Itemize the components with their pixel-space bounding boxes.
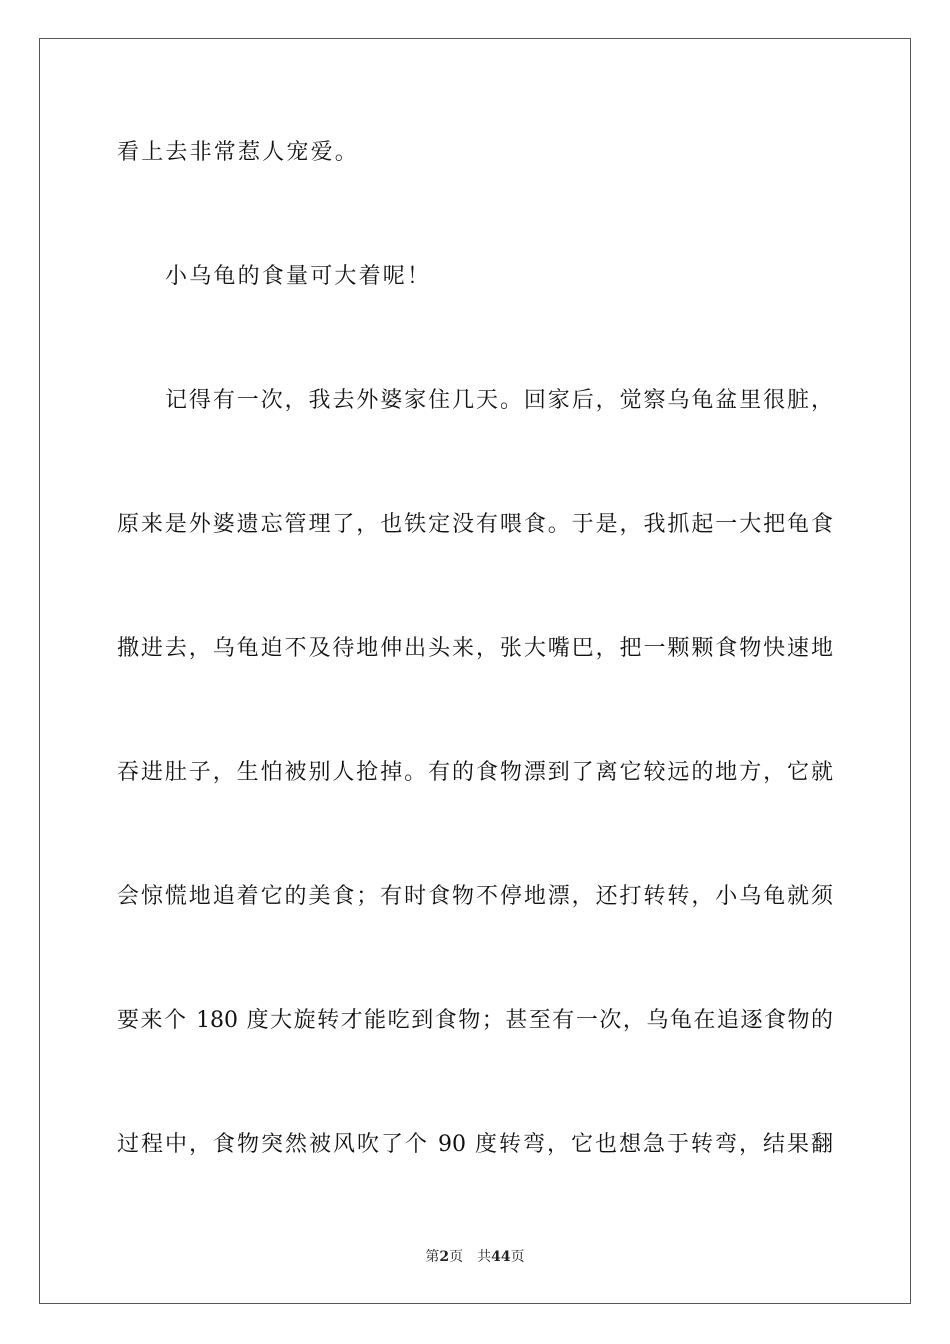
text-line-5: 撒进去，乌龟迫不及待地伸出头来，张大嘴巴，把一颗颗食物快速地 xyxy=(117,636,833,661)
footer-page-suffix: 页 xyxy=(449,1249,464,1265)
text-line-7: 会惊慌地追着它的美食；有时食物不停地漂，还打转转，小乌龟就须 xyxy=(117,884,833,909)
text-line-4: 原来是外婆遗忘管理了，也铁定没有喂食。于是，我抓起一大把龟食 xyxy=(117,512,833,537)
footer-total-suffix: 页 xyxy=(510,1249,525,1265)
page-footer xyxy=(0,1248,950,1266)
footer-total-pages: 44 xyxy=(491,1249,511,1265)
footer-total-prefix: 共 xyxy=(477,1249,492,1265)
text-line-6: 吞进肚子，生怕被别人抢掉。有的食物漂到了离它较远的地方，它就 xyxy=(117,760,833,785)
text-line-8: 要来个 180 度大旋转才能吃到食物；甚至有一次，乌龟在追逐食物的 xyxy=(117,1008,833,1033)
footer-page-prefix: 第 xyxy=(425,1249,440,1265)
text-line-1: 看上去非常惹人宠爱。 xyxy=(117,140,360,165)
footer-page-number: 2 xyxy=(439,1249,450,1265)
text-line-9: 过程中，食物突然被风吹了个 90 度转弯，它也想急于转弯，结果翻 xyxy=(117,1132,833,1157)
page-border xyxy=(39,38,911,1304)
text-line-2: 小乌龟的食量可大着呢！ xyxy=(165,264,432,289)
text-line-3: 记得有一次，我去外婆家住几天。回家后，觉察乌龟盆里很脏， xyxy=(165,388,833,413)
